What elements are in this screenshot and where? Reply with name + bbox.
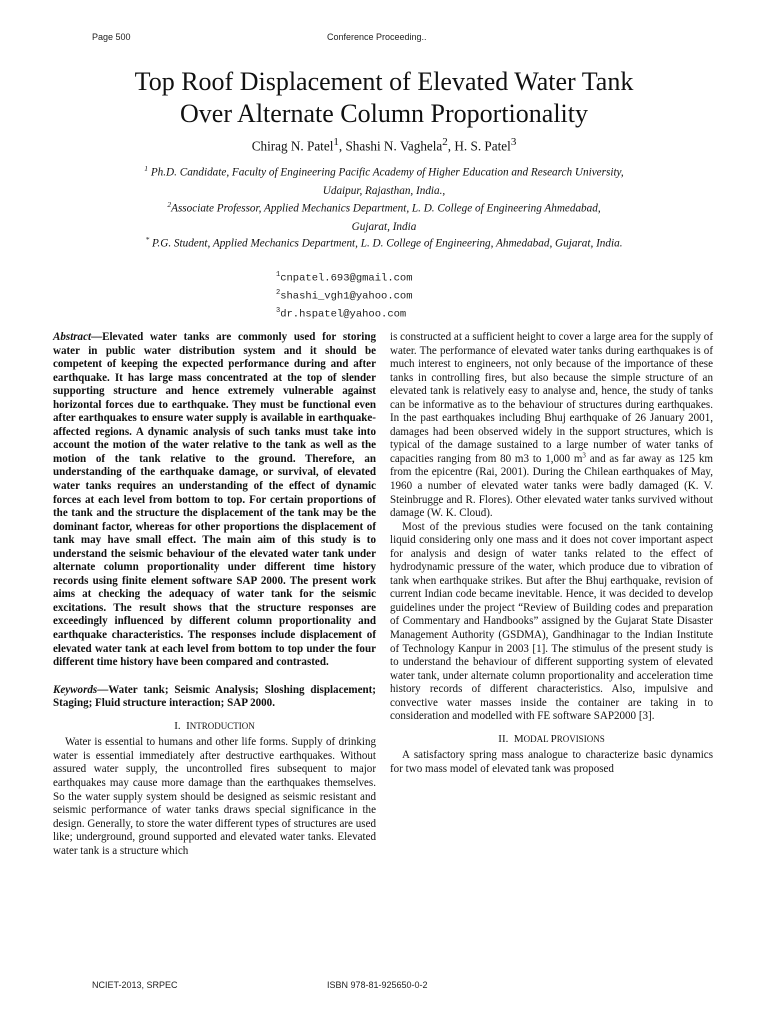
affiliation-3-line-1: P.G. Student, Applied Mechanics Department, L. D. College of Engineering, Ahmedabad, Gujarat, India. (152, 237, 623, 250)
email-3-text: dr.hspatel@yahoo.com (280, 308, 407, 321)
paper-title (40, 66, 728, 130)
abstract-text: —Elevated water tanks are commonly used for storing water in public water distribution system and it should be competent of keeping the expected performance during and after earthquake. It has large mass concentrated at the top of slender supporting structure and hence extremely vulnerable against horizontal forces due to earthquake. They must be functional even after earthquakes to ensure water supply is available in earthquake-affected regions. A dynamic analysis of such tanks must take into account the motion of the water relative to the tank as well as the motion of the tank relative to the ground. Therefore, an understanding of the earthquake damage, or survival, of elevated water tanks requires an understanding of the effect of dynamic forces at each level from bottom to top. For certain proportions of the tank and the structure the displacement of the tank may be the dominant factor, whereas for other proportions the displacement of tank may have small effect. The main aim of this study is to understand the seismic behaviour of the elevated water tank under alternate column proportionality under different time history records using finite element software SAP 2000. The present work aims at checking the adequacy of water tank for the seismic excitations. The result shows that the structure responses are exceedingly influenced by different column proportionality and earthquake characteristics. The responses include displacement of elevated water tank at each level from bottom to top under the four different time history have been compared and contrasted. (53, 331, 376, 669)
affiliation-2-sup: 2 (167, 200, 172, 209)
section-number: I. (174, 719, 181, 732)
abstract (53, 331, 376, 670)
author-separator: , (338, 138, 346, 154)
author-3: H. S. Patel (454, 138, 511, 154)
section-initial-2: P (550, 732, 557, 745)
body-paragraph-3: A satisfactory spring mass analogue to characterize basic dynamics for two mass model of elevated tank was proposed (390, 749, 713, 775)
author-separator: , (447, 138, 455, 154)
keywords (53, 684, 376, 711)
abstract-label: Abstract (53, 331, 92, 343)
section-rest: ODAL (523, 733, 551, 744)
affiliation-3 (60, 231, 708, 253)
email-1-sup: 1 (276, 271, 281, 279)
intro-paragraph: Water is essential to humans and other life forms. Supply of drinking water is essential immediately after destructive earthquakes. Without assured water supply, the uncontrolled fires subsequent to major earthquakes may cause more damage than the earthquakes themselves. So the water supply system should be designed as seismic resistant and seismic performance of water tanks draws special significance in the design. Generally, to store the water different types of structures are used like; underground, ground supported and elevated water tanks. Elevated water tank is a structure which (53, 736, 376, 857)
section-initial: M (513, 732, 524, 745)
email-3-sup: 3 (276, 307, 281, 315)
author-list (40, 136, 728, 154)
section-rest-2: ROVISIONS (556, 733, 605, 744)
superscript-3: 3 (582, 451, 586, 460)
affiliation-2-line-1: Associate Professor, Applied Mechanics Department, L. D. College of Engineering Ahmedabad, (171, 202, 601, 215)
email-1 (276, 268, 413, 286)
section-heading-introduction (53, 720, 376, 734)
body-paragraph-2: Most of the previous studies were focused on the tank containing liquid considering only one mass and it does not cover important aspect for analysis and design of water tanks related to the effect of hydrodynamic pressure of the water, which produce due to vibration of tank when earthquake strikes. But after the Bhuj earthquake, revision of current Indian code became inevitable. Hence, it was decided to develop guidelines under the project “Review of Building codes and preparation of Commentary and Handbooks” assigned by the Gujarat State Disaster Management Authority (GSDMA), Gandhinagar to the Indian Institute of Technology Kanpur in 2003 [1]. The stimulus of the present study is to understand the behaviour of different supporting system of elevated water tank, under alternate column proportionality and acceleration time history records of different characteristics. Also, impulsive and convective water masses inside the container are taking in to consideration and modelled with FE software SAP2000 [3]. (390, 520, 713, 723)
keywords-text: —Water tank; Seismic Analysis; Sloshing displacement; Staging; Fluid structure interaction; SAP 2000. (53, 683, 376, 710)
email-3 (276, 304, 413, 322)
title-line-2: Over Alternate Column Proportionality (180, 99, 588, 128)
author-2: Shashi N. Vaghela (345, 138, 443, 154)
author-1-sup: 1 (333, 136, 339, 148)
email-2 (276, 286, 413, 304)
footer-conference: NCIET-2013, SRPEC (92, 980, 178, 990)
email-2-text: shashi_vgh1@yahoo.com (280, 290, 413, 303)
affiliation-3-sup: * (145, 235, 150, 244)
author-1: Chirag N. Patel (251, 138, 334, 154)
section-initial: I (186, 719, 190, 732)
body-paragraph-1-part-a: is constructed at a sufficient height to cover a large area for the supply of water. The performance of elevated water tanks during earthquakes is of much interest to engineers, not only because of the importance of these tanks in controlling fires, but also because the simple structure of an elevated tank is relatively easy to analyse and, hence, the study of tanks can be informative as to the behaviour of structures during earthquakes. In the past earthquakes including Bhuj earthquake of 26 January 2001, damages had been observed widely in the support structures, which is typical of the damage sustained to a large number of water tanks of capacities ranging from 80 m3 to 1,000 m (390, 331, 713, 465)
email-list (276, 268, 413, 322)
email-1-text: cnpatel.693@gmail.com (280, 272, 413, 285)
page-number: Page 500 (92, 32, 131, 42)
affiliation-1-line-2: Udaipur, Rajasthan, India., (322, 184, 446, 197)
body-paragraph-1 (390, 331, 713, 521)
footer-isbn: ISBN 978-81-925650-0-2 (327, 980, 428, 990)
affiliation-1-sup: 1 (144, 164, 149, 173)
left-column (53, 331, 376, 858)
affiliation-2-line-2: Gujarat, India (351, 220, 417, 233)
section-rest: NTRODUCTION (189, 720, 255, 731)
affiliation-1-line-1: Ph.D. Candidate, Faculty of Engineering Pacific Academy of Higher Education and Research University, (150, 166, 624, 179)
running-header: Conference Proceeding.. (327, 32, 427, 42)
author-2-sup: 2 (442, 136, 448, 148)
author-3-sup: 3 (510, 136, 517, 148)
affiliation-1 (60, 160, 708, 200)
section-number: II. (498, 732, 509, 745)
body-paragraph-1-part-b: and as far away as 125 km from the epicentre (Rai, 2001). During the Chilean earthquakes of May, 1960 a number of elevated water tanks were badly damaged (K. V. Steinbrugge and R. Flores). Other elevated water tanks survived without damage (W. K. Cloud). (390, 452, 713, 520)
keywords-label: Keywords (53, 683, 98, 696)
title-line-1: Top Roof Displacement of Elevated Water Tank (134, 67, 634, 96)
email-2-sup: 2 (276, 289, 281, 297)
right-column (390, 331, 713, 777)
affiliation-2 (60, 196, 708, 236)
section-heading-modal-provisions (390, 733, 713, 747)
